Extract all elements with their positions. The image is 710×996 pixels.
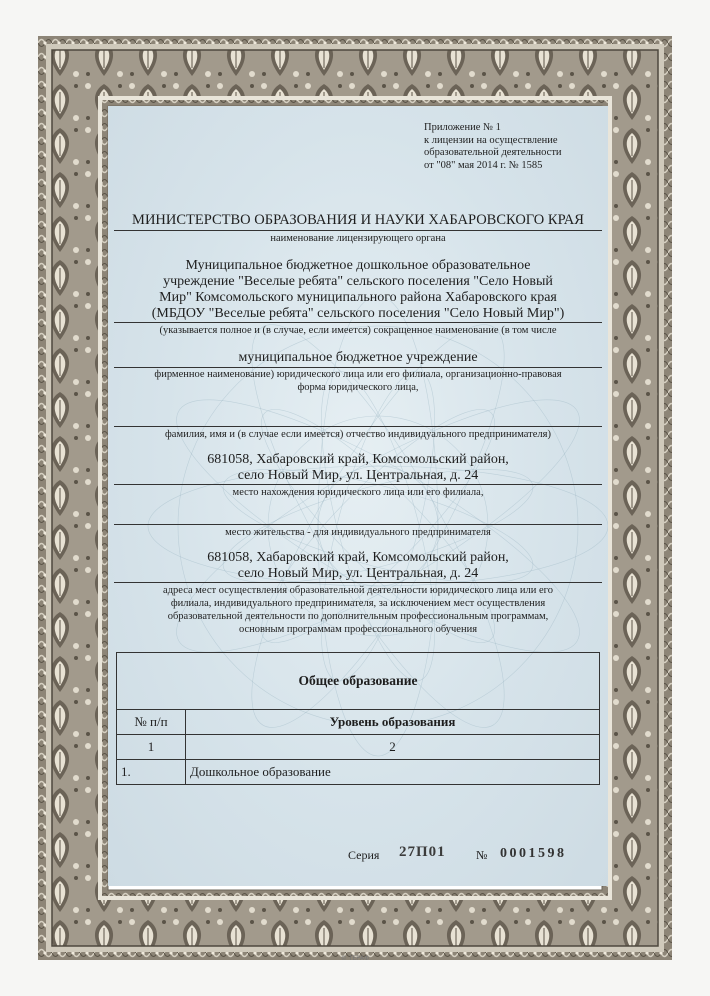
printer-mark: © ТЕРАФ <box>340 955 370 962</box>
activity-address-line-1: 681058, Хабаровский край, Комсомольский район, <box>207 550 509 565</box>
residence-rule <box>114 524 602 525</box>
location-rule <box>114 484 602 485</box>
activity-caption-4: основным программам профессионального обучения <box>238 624 478 635</box>
org-name-line-3: Мир" Комсомольского муниципального района Хабаровского края <box>159 290 557 305</box>
serial-code: 27П01 <box>399 844 446 860</box>
activity-address-rule <box>114 582 602 583</box>
location-caption: место нахождения юридического лица или его филиала, <box>232 487 484 498</box>
row-level: Дошкольное образование <box>186 760 600 785</box>
appendix-line-4: от "08" мая 2014 г. № 1585 <box>424 159 543 171</box>
appendix-note <box>424 122 602 172</box>
ministry-rule <box>114 230 602 231</box>
column-index-level: 2 <box>186 735 600 760</box>
org-name-line-2: учреждение "Веселые ребята" сельского поселения "Село Новый <box>163 274 553 289</box>
section-title: Общее образование <box>117 653 600 710</box>
activity-caption-3: образовательной деятельности по дополнительным профессиональным программам, <box>167 611 549 622</box>
serial-number: 0001598 <box>500 846 567 861</box>
entrepreneur-caption: фамилия, имя и (в случае если имеется) отчество индивидуального предпринимателя) <box>164 429 551 440</box>
serial-label: Серия <box>348 848 380 862</box>
location-line-1: 681058, Хабаровский край, Комсомольский район, <box>207 452 509 467</box>
activity-address-line-2: село Новый Мир, ул. Центральная, д. 24 <box>237 566 479 581</box>
activity-caption-2: филиала, индивидуального предпринимателя, за исключением мест осуществления <box>170 598 546 609</box>
document-sheet <box>108 106 608 886</box>
column-header-number: № п/п <box>117 710 186 735</box>
legal-form-caption-1: фирменное наименование) юридического лица или его филиала, организационно-правовая <box>154 369 562 380</box>
table-section-row <box>117 653 600 710</box>
appendix-line-3: образовательной деятельности <box>424 147 562 158</box>
column-index-number: 1 <box>117 735 186 760</box>
table-header-row <box>117 710 600 735</box>
ministry-caption: наименование лицензирующего органа <box>270 233 446 244</box>
appendix-line-2: к лицензии на осуществление <box>424 134 558 146</box>
table-index-row <box>117 735 600 760</box>
org-caption: (указывается полное и (в случае, если имеется) сокращенное наименование (в том числе <box>159 325 557 336</box>
ministry-name: МИНИСТЕРСТВО ОБРАЗОВАНИЯ И НАУКИ ХАБАРОВСКОГО КРАЯ <box>132 212 584 228</box>
table-row <box>117 760 600 785</box>
legal-form-caption-2: форма юридического лица, <box>297 382 419 393</box>
appendix-line-1: Приложение № 1 <box>424 122 501 133</box>
column-header-level: Уровень образования <box>186 710 600 735</box>
org-rule <box>114 322 602 323</box>
org-name-line-1: Муниципальное бюджетное дошкольное образовательное <box>185 258 531 273</box>
legal-form-value: муниципальное бюджетное учреждение <box>238 350 478 365</box>
location-line-2: село Новый Мир, ул. Центральная, д. 24 <box>237 468 479 483</box>
activity-caption-1: адреса мест осуществления образовательной деятельности юридического лица или его <box>163 585 553 596</box>
education-table <box>116 652 600 785</box>
entrepreneur-rule <box>114 426 602 427</box>
residence-caption: место жительства - для индивидуального предпринимателя <box>225 527 491 538</box>
org-name-line-4: (МБДОУ "Веселые ребята" сельского поселения "Село Новый Мир") <box>151 306 565 321</box>
row-number: 1. <box>117 760 186 785</box>
serial-number-label: № <box>476 848 488 862</box>
